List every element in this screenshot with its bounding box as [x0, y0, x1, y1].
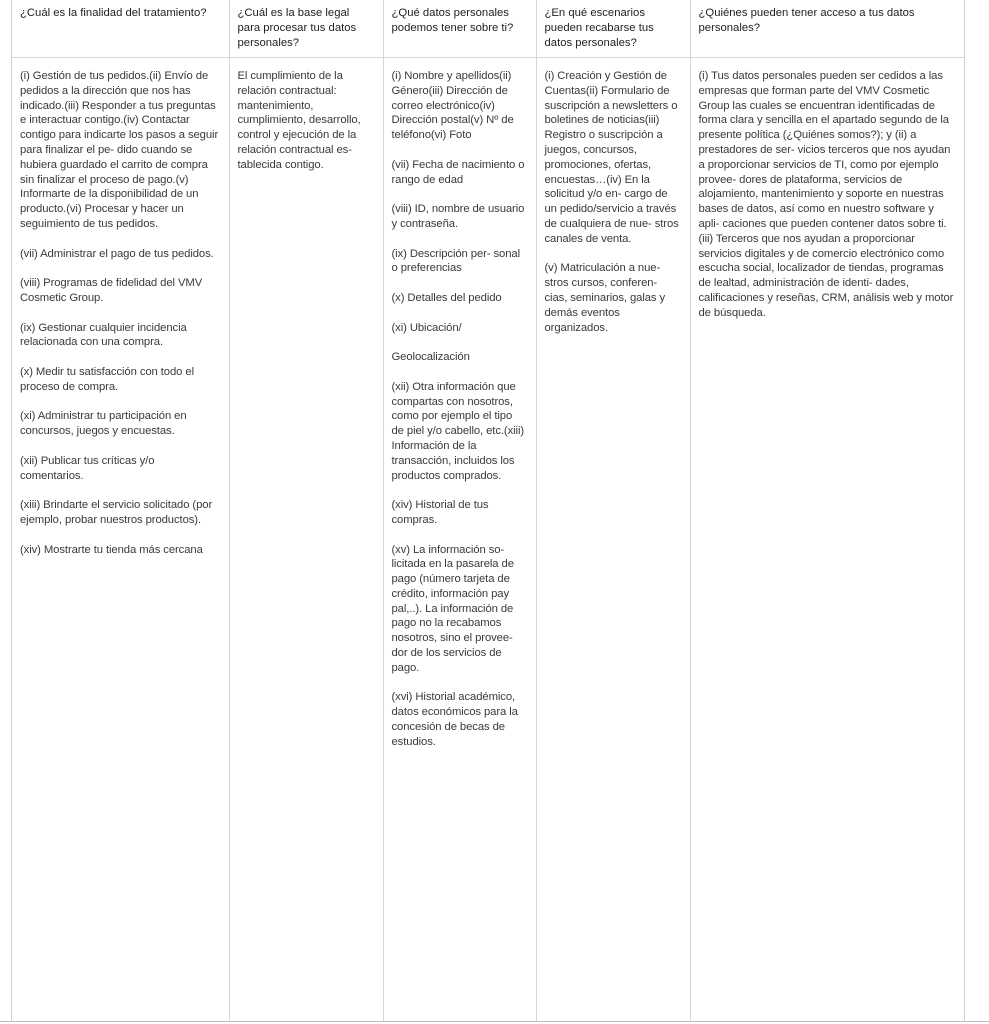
header-personal-data: ¿Qué datos personales podemos tener sobre ti? [383, 0, 536, 58]
cell-access [690, 58, 964, 1022]
cell-scenarios [536, 58, 690, 1022]
data-item: (i) Nombre y apellidos(ii) Género(iii) Dirección de correo electrónico(iv) Dirección postal(v) Nº de teléfono(vi) Foto [391, 70, 514, 142]
table-row [12, 58, 964, 1022]
data-item: (xiv) Historial de tus compras. [391, 499, 489, 526]
header-legal-basis: ¿Cuál es la base legal para procesar tus datos personales? [229, 0, 383, 58]
data-item: Geolocalización [391, 351, 470, 364]
purpose-item: (xi) Administrar tu participación en concursos, juegos y encuestas. [20, 410, 187, 438]
data-item: (x) Detalles del pedido [391, 291, 502, 304]
header-access: ¿Quiénes pueden tener acceso a tus datos personales? [690, 0, 964, 58]
data-item: (vii) Fecha de nacimiento o rango de edad [391, 158, 525, 186]
data-item: (xi) Ubicación/ [391, 321, 462, 334]
table-header-row [12, 0, 964, 58]
header-purpose: ¿Cuál es la finalidad del tratamiento? [12, 0, 229, 58]
purpose-item: (xiii) Brindarte el servicio solicitado (por ejemplo, probar nuestros productos). [20, 499, 213, 526]
purpose-item: (x) Medir tu satisfacción con todo el proceso de compra. [20, 365, 194, 393]
cell-personal-data [383, 58, 536, 1022]
purpose-item: (ix) Gestionar cualquier incidencia relacionada con una compra. [20, 321, 187, 349]
privacy-table-frame [11, 0, 965, 1021]
purpose-item: (xii) Publicar tus críticas y/o comentarios. [20, 454, 155, 482]
purpose-item: (vii) Administrar el pago de tus pedidos. [20, 247, 214, 260]
data-item: (xvi) Historial académico, datos económicos para la concesión de becas de estudios. [391, 691, 518, 748]
scenario-item: (v) Matriculación a nue- stros cursos, conferen- cias, seminarios, galas y demás eventos organizados. [544, 262, 666, 334]
purpose-item: (xiv) Mostrarte tu tienda más cercana [20, 543, 203, 556]
data-item: (viii) ID, nombre de usuario y contraseña. [391, 203, 525, 230]
purpose-item: (viii) Programas de fidelidad del VMV Cosmetic Group. [20, 277, 203, 304]
access-text: (i) Tus datos personales pueden ser cedidos a las empresas que forman parte del VMV Cosmetic Group las cuales se encuentran identificadas de forma clara y sencilla en el apartado segundo de la presente política (¿Quiénes somos?); y (ii) a prestadores de ser- vicios terceros que nos ayudan a proporcionar servicios de TI, como por ejemplo provee- dores de plataforma, servicios de alojamiento, mantenimiento y soporte en nuestras bases de datos, así como en nuestro software y apli- caciones que pueden contener datos sobre ti. (iii) Terceros que nos ayudan a proporcionar servicios digitales y de comercio electrónico como escucha social, localizador de tiendas, programas de lealtad, administración de identi- dades, calificaciones y reseñas, CRM, análisis web y motor de búsqueda. [698, 70, 954, 319]
cell-legal-basis [229, 58, 383, 1022]
data-item: (ix) Descripción per- sonal o preferencias [391, 247, 521, 275]
privacy-table [12, 0, 964, 1021]
header-scenarios: ¿En qué escenarios pueden recabarse tus datos personales? [536, 0, 690, 58]
data-item: (xv) La información so- licitada en la pasarela de pago (número tarjeta de crédito, información pay pal,..). La información de pago no la recabamos nosotros, sino el provee- dor de los servicios de pago. [391, 543, 514, 674]
scenario-item: (i) Creación y Gestión de Cuentas(ii) Formulario de suscripción a newsletters o boletines de noticias(iii) Registro o suscripción a juegos, concursos, promociones, ofertas, encuestas…(iv) En la solicitud y/o en- cargo de un pedido/servicio a través de cualquiera de nue- stros canales de venta. [544, 70, 679, 245]
bottom-divider [0, 1021, 989, 1022]
cell-purpose [12, 58, 229, 1022]
legal-basis-text: El cumplimiento de la relación contractual: mantenimiento, cumplimiento, desarrollo, control y ejecución de la relación contractual es- tablecida contigo. [237, 70, 361, 171]
purpose-item: (i) Gestión de tus pedidos.(ii) Envío de pedidos a la dirección que nos has indicado.(iii) Responder a tus preguntas e interactuar contigo.(iv) Contactar contigo para indicarte los pasos a seguir para finalizar el pe- dido cuando se hubiera guardado el carrito de compra sin finalizar el proceso de pago.(v) Informarte de la disponibilidad de un producto.(vi) Procesar y hacer un seguimiento de tus pedidos. [20, 70, 219, 230]
data-item: (xii) Otra información que compartas con nosotros, como por ejemplo el tipo de piel y/o cabello, etc.(xiii) Información de la transacción, incluidos los productos comprados. [391, 380, 525, 482]
